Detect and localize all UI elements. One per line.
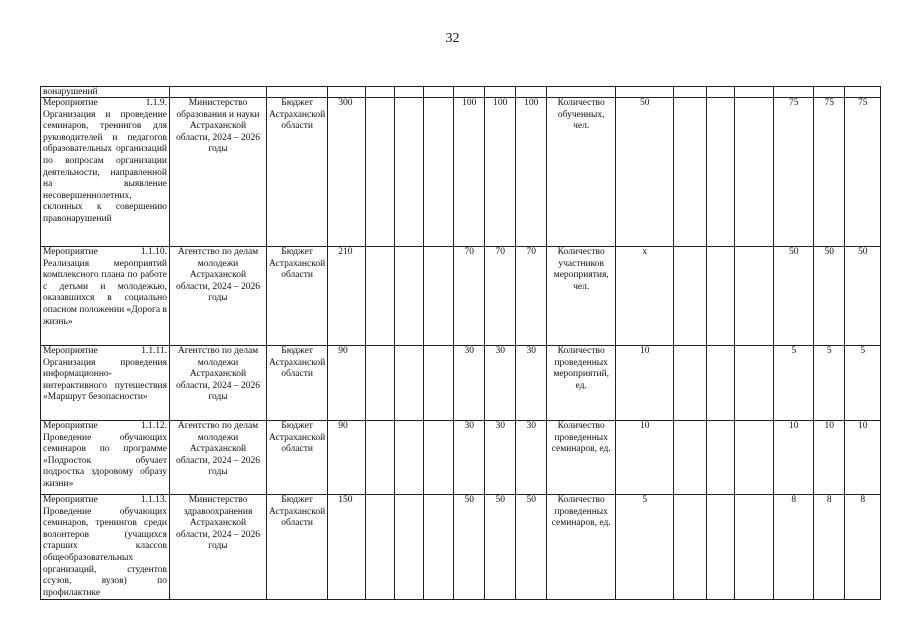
indicator-base-value: 5: [616, 495, 674, 600]
activity-description: Мероприятие 1.1.10. Реализация мероприятий комплексного плана по работе с детьми и молодежью, оказавшихся в социально опасном положении «Дорога в жизнь»: [41, 247, 170, 346]
indicator-2024: 8: [774, 495, 814, 600]
table-row: [41, 495, 881, 600]
indicator-2025: 75: [814, 98, 845, 247]
table-row: [41, 98, 881, 247]
table-row: [41, 247, 881, 346]
funding-2024: 30: [454, 346, 485, 421]
funding-total: 300: [328, 98, 366, 247]
funding-2025: 70: [485, 247, 516, 346]
table-row: [41, 346, 881, 421]
funding-2024: 50: [454, 495, 485, 600]
indicator-2026: 10: [845, 421, 881, 495]
responsible-organization: Министерство образования и науки Астраханской области, 2024 – 2026 годы: [170, 98, 267, 247]
indicator-2024: 10: [774, 421, 814, 495]
indicator-2026: 5: [845, 346, 881, 421]
indicator-2026: 8: [845, 495, 881, 600]
funding-2025: 100: [485, 98, 516, 247]
funding-2024: 30: [454, 421, 485, 495]
funding-source: Бюджет Астраханской области: [267, 421, 328, 495]
funding-source: Бюджет Астраханской области: [267, 346, 328, 421]
funding-2025: 50: [485, 495, 516, 600]
funding-source: Бюджет Астраханской области: [267, 98, 328, 247]
activity-description: Мероприятие 1.1.12. Проведение обучающих семинаров по программе «Подросток обучает подростка здоровому образу жизни»: [41, 421, 170, 495]
funding-2026: 70: [516, 247, 547, 346]
program-activities-table: [40, 86, 881, 600]
indicator-2026: 50: [845, 247, 881, 346]
indicator-2024: 75: [774, 98, 814, 247]
indicator-2025: 50: [814, 247, 845, 346]
funding-2026: 50: [516, 495, 547, 600]
funding-total: 150: [328, 495, 366, 600]
indicator-2025: 10: [814, 421, 845, 495]
responsible-organization: Агентство по делам молодежи Астраханской области, 2024 – 2026 годы: [170, 421, 267, 495]
indicator-2024: 5: [774, 346, 814, 421]
funding-2026: 30: [516, 421, 547, 495]
funding-total: 90: [328, 346, 366, 421]
table-row: [41, 421, 881, 495]
responsible-organization: Агентство по делам молодежи Астраханской области, 2024 – 2026 годы: [170, 247, 267, 346]
funding-2024: 100: [454, 98, 485, 247]
activity-description: Мероприятие 1.1.13. Проведение обучающих семинаров, тренингов среди волонтеров (учащихся старших классов общеобразовательных организаций, студентов ссузов, вузов) по профилактике: [41, 495, 170, 600]
indicator-name: Количество проведенных семинаров, ед.: [547, 495, 616, 600]
indicator-base-value: 10: [616, 346, 674, 421]
funding-total: 90: [328, 421, 366, 495]
funding-2026: 100: [516, 98, 547, 247]
page-number: 32: [445, 31, 460, 46]
indicator-2026: 75: [845, 98, 881, 247]
funding-total: 210: [328, 247, 366, 346]
funding-2025: 30: [485, 346, 516, 421]
indicator-2025: 8: [814, 495, 845, 600]
responsible-organization: Агентство по делам молодежи Астраханской области, 2024 – 2026 годы: [170, 346, 267, 421]
activity-description: Мероприятие 1.1.9. Организация и проведение семинаров, тренингов для руководителей и педагогов образовательных организаций по вопросам организации деятельности, направленной на выявление несовершеннолетних, склонных к совершению правонарушений: [41, 98, 170, 247]
funding-2025: 30: [485, 421, 516, 495]
indicator-name: Количество проведенных семинаров, ед.: [547, 421, 616, 495]
activity-description: Мероприятие 1.1.11. Организация проведения информационно-интерактивного путешествия «Маршрут безопасности»: [41, 346, 170, 421]
funding-source: Бюджет Астраханской области: [267, 495, 328, 600]
indicator-base-value: 10: [616, 421, 674, 495]
indicator-name: Количество обученных, чел.: [547, 98, 616, 247]
continuation-text: вонарушений: [41, 87, 170, 98]
funding-2026: 30: [516, 346, 547, 421]
indicator-base-value: х: [616, 247, 674, 346]
indicator-base-value: 50: [616, 98, 674, 247]
indicator-2025: 5: [814, 346, 845, 421]
indicator-name: Количество проведенных мероприятий, ед.: [547, 346, 616, 421]
responsible-organization: Министерство здравоохранения Астраханской области, 2024 – 2026 годы: [170, 495, 267, 600]
indicator-2024: 50: [774, 247, 814, 346]
funding-2024: 70: [454, 247, 485, 346]
funding-source: Бюджет Астраханской области: [267, 247, 328, 346]
indicator-name: Количество участников мероприятия, чел.: [547, 247, 616, 346]
continuation-row: [41, 87, 881, 98]
